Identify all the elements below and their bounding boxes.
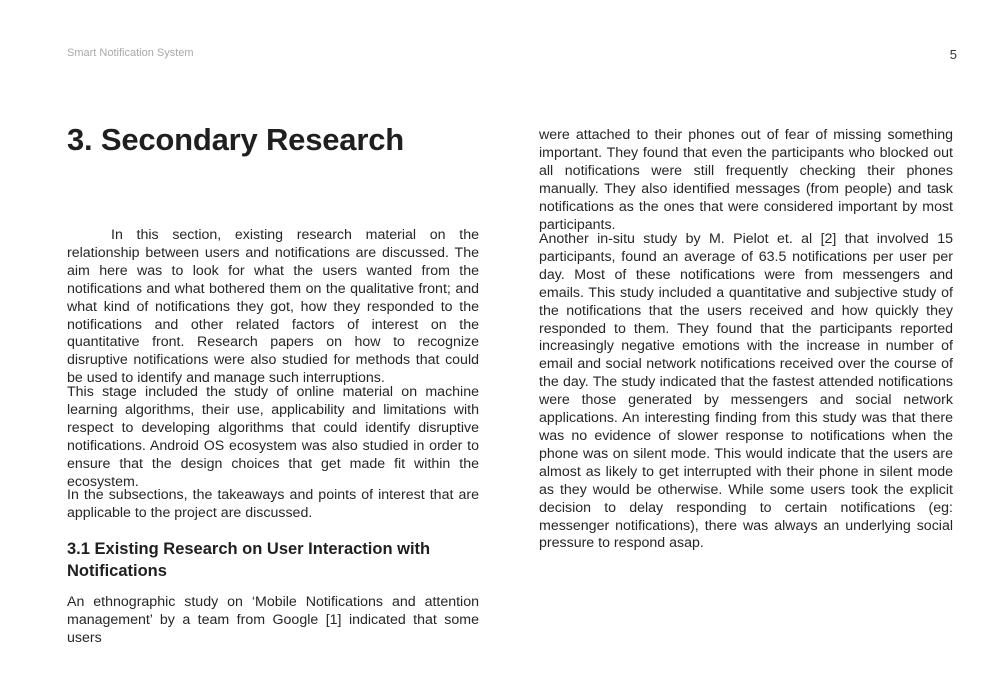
- continued-paragraph: were attached to their phones out of fear of missing something important. They found that even the participants who blocked out all notifications were still frequently checking their phones manually. They also identified messages (from people) and task notifications as the ones that were considered important by most participants.: [539, 127, 953, 233]
- subsection-title: 3.1 Existing Research on User Interaction with Notifications: [67, 540, 431, 580]
- study-stage-paragraph: This stage included the study of online material on machine learning algorithms, their use, applicability and limitations with respect to developing algorithms that could identify disruptive notifications. Android OS ecosystem was also studied in order to ensure that the design choices that get made fit within the ecosystem.: [67, 384, 479, 490]
- running-header-title: Smart Notification System: [67, 47, 194, 59]
- section-title: 3. Secondary Research: [67, 122, 404, 157]
- subsections-paragraph: In the subsections, the takeaways and points of interest that are applicable to the project are discussed.: [67, 487, 479, 521]
- in-situ-study-paragraph: Another in-situ study by M. Pielot et. al [2] that involved 15 participants, found an average of 63.5 notifications per user per day. Most of these notifications were from messengers and emails. This study included a quantitative and subjective study of the notifications that the users received and how quickly they responded to them. They found that the participants reported increasingly negative emotions with the increase in number of email and social network notifications received over the course of the day. The study indicated that the fastest attended notifications were those generated by messengers and social network applications. An interesting finding from this study was that there was no evidence of slower response to notifications when the phone was on silent mode. This would indicate that the users are almost as likely to get interrupted with their phone in silent mode as they would be otherwise. While some users took the explicit decision to delay responding to certain notifications (eg: messenger notifications), there was always an underlying social pressure to respond asap.: [539, 231, 953, 552]
- intro-paragraph: In this section, existing research material on the relationship between users and notifications are discussed. The aim here was to look for what the users wanted from the notifications and what bothered them on the qualitative front; and what kind of notifications they got, how they responded to the notifications and other related factors of interest on the quantitative front. Research papers on how to recognize disruptive notifications were also studied for methods that could be used to identify and manage such interruptions.: [67, 227, 479, 387]
- page-number: 5: [949, 47, 957, 62]
- ethnographic-study-paragraph: An ethnographic study on ‘Mobile Notifications and attention management’ by a team from Google [1] indicated that some users: [67, 594, 479, 646]
